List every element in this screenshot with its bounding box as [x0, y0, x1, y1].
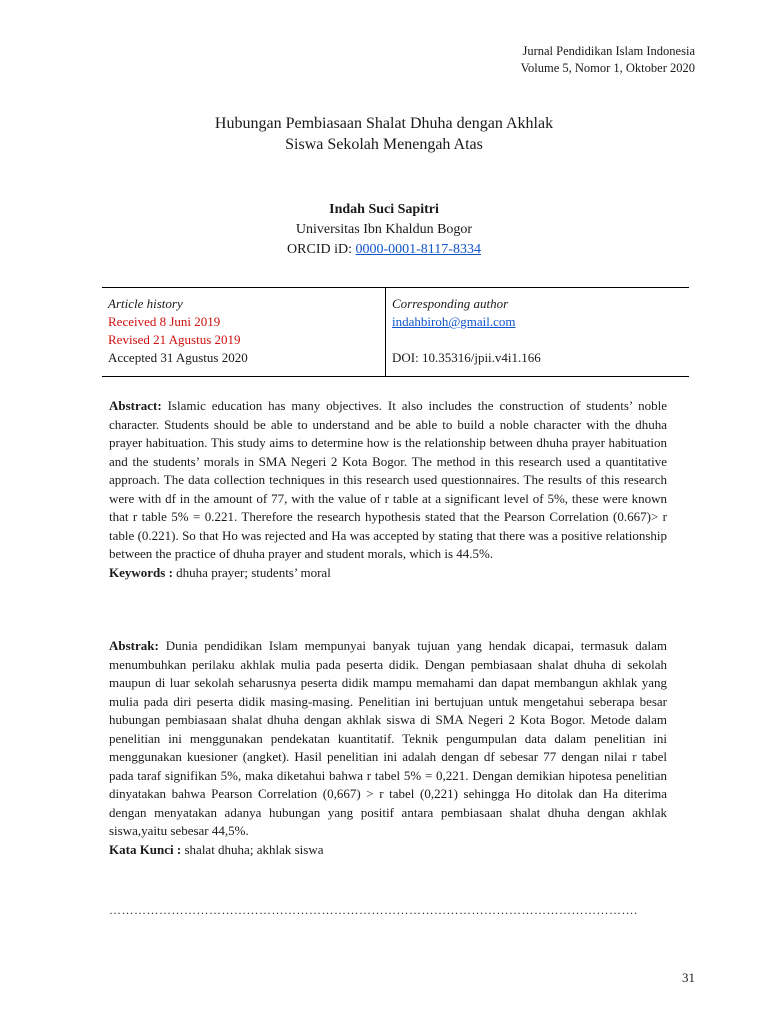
keywords-id-text: shalat dhuha; akhlak siswa	[181, 841, 324, 857]
abstract-id-text: Dunia pendidikan Islam mempunyai banyak tujuan yang hendak dicapai, termasuk dalam menumbuhkan perilaku akhlak mulia pada peserta didik. Dengan pembiasaan shalat dhuha di sekolah maupun di luar sekolah seharusnya peserta didik mampu memahami dan dapat membangun akhlak yang mulia pada diri peserta didik masing-masing. Penelitian ini bertujuan untuk mengetahui seberapa besar hubungan pembiasaan shalat dhuha dengan akhlak siswa di SMA Negeri 2 Kota Bogor. Metode dalam penelitian ini menggunakan pendekatan kuantitatif. Teknik pengumpulan data dalam penelitian ini menggunakan kuesioner (angket). Hasil penelitian ini adalah dengan df sebesar 77 dengan nilai r tabel pada taraf signifikan 5%, maka diketahui bahwa r tabel 5% = 0,221. Dengan demikian hipotesa penelitian dinyatakan bahwa Pearson Correlation (0,667) > r tabel (0,221) sehingga Ho ditolak dan Ha diterima dengan menyatakan adanya hubungan yang positif antara pembiasaan shalat dhuha dengan akhlak siswa,yaitu sebesar 44,5%.	[109, 638, 667, 838]
abstract-id-body	[109, 637, 667, 841]
abstract-english	[109, 397, 667, 582]
title-line-2: Siswa Sekolah Menengah Atas	[285, 136, 483, 153]
email-line	[392, 313, 541, 331]
article-title	[0, 113, 768, 155]
keywords-en-label: Keywords :	[109, 564, 173, 580]
page-number: 31	[682, 970, 695, 985]
keywords-en	[109, 564, 667, 583]
blank-line	[392, 331, 541, 349]
keywords-en-text: dhuha prayer; students’ moral	[172, 564, 331, 580]
received-date: Received 8 Juni 2019	[108, 314, 221, 329]
corresponding-heading: Corresponding author	[392, 296, 509, 311]
journal-header	[521, 43, 695, 77]
author-block	[0, 200, 768, 260]
separator-dots: ……………………………………………………………………………………………………………….	[109, 903, 638, 917]
history-heading: Article history	[108, 296, 183, 311]
orcid-line	[0, 240, 768, 260]
article-info-box	[102, 287, 689, 377]
column-divider	[385, 288, 386, 376]
keywords-id	[109, 841, 667, 860]
orcid-link[interactable]: 0000-0001-8117-8334	[355, 242, 481, 257]
author-name: Indah Suci Sapitri	[329, 202, 439, 217]
doi[interactable]: DOI: 10.35316/jpii.v4i1.166	[392, 350, 541, 365]
correspondence	[392, 295, 541, 367]
revised-date: Revised 21 Agustus 2019	[108, 332, 241, 347]
abstract-id-label: Abstrak:	[109, 638, 159, 653]
title-line-1: Hubungan Pembiasaan Shalat Dhuha dengan Akhlak	[214, 115, 554, 132]
abstract-en-text: Islamic education has many objectives. It also includes the construction of students’ noble character. Students should be able to understand and be able to build a noble character with the dhuha prayer habituation. This study aims to determine how is the relationship between dhuha prayer habituation and the students’ morals in SMA Negeri 2 Kota Bogor. The method in this research used a quantitative approach. The data collection techniques in this research used questionnaires. The results of this research were with df in the amount of 77, with the value of r table at a significant level of 5%, these were known that r table 5% = 0.221. Therefore the research hypothesis stated that the Pearson Correlation (0.667)> r table (0.221). So that Ho was rejected and Ha was accepted by stating that there was a positive relationship between the practice of dhuha prayer and student morals, which is 44.5%.	[109, 398, 667, 561]
abstract-indonesian	[109, 637, 667, 859]
orcid-label: ORCID iD:	[287, 242, 356, 257]
email-link[interactable]: indahbiroh@gmail.com	[392, 314, 516, 329]
abstract-en-label: Abstract:	[109, 398, 162, 413]
journal-name: Jurnal Pendidikan Islam Indonesia	[522, 44, 695, 58]
article-history	[108, 295, 248, 367]
journal-issue: Volume 5, Nomor 1, Oktober 2020	[520, 61, 695, 75]
keywords-id-label: Kata Kunci :	[109, 841, 182, 857]
abstract-en-body	[109, 397, 667, 564]
author-affiliation: Universitas Ibn Khaldun Bogor	[295, 222, 473, 237]
accepted-date: Accepted 31 Agustus 2020	[108, 350, 248, 365]
